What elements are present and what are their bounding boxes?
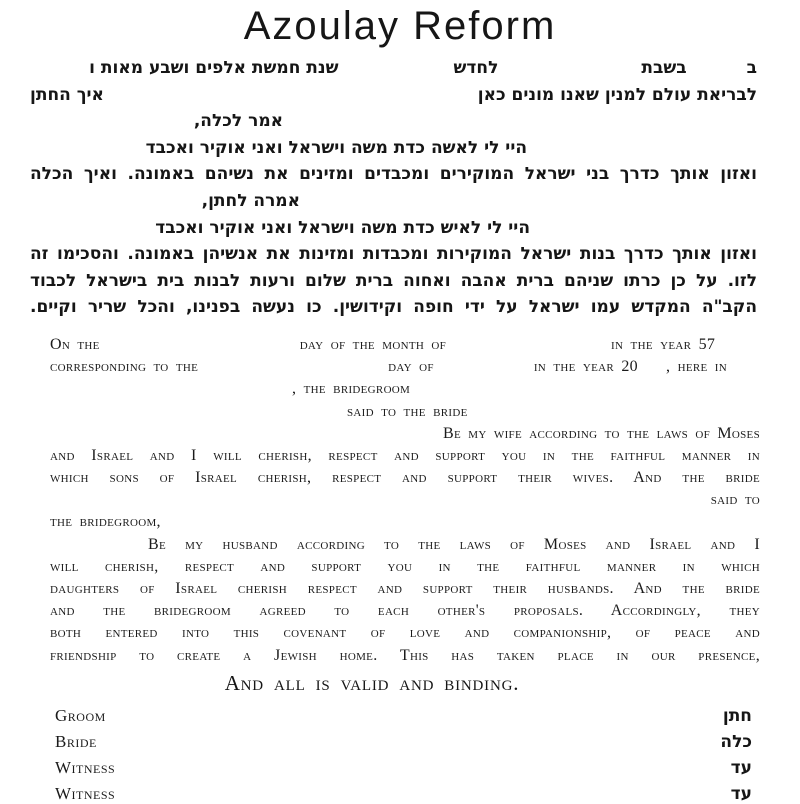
witness1-label: Witness <box>55 757 116 777</box>
fill-in-blank <box>100 348 300 349</box>
english-line-said-to-bride: said to the bride <box>347 402 468 420</box>
english-line-7: which sons of Israel cherish, respect and support their wives. And the bride <box>50 469 760 487</box>
fill-in-blank <box>498 72 641 73</box>
hebrew-month-word: לחדש <box>453 58 499 78</box>
hebrew-line-cherish-wives: ואזון אותך כדרך בני ישראל המוקירים ומכבדים ומזינים את נשיהם באמונה. ואיך הכלה <box>30 164 757 185</box>
witness2-hebrew-label: עד <box>730 783 752 804</box>
english-line-14: both entered into this covenant of love and companionship, of peace and <box>50 624 760 642</box>
groom-signature-row <box>55 707 752 725</box>
hebrew-creation-phrase: לבריאת עולם למנין שאנו מונים כאן <box>477 84 757 105</box>
bride-signature-row <box>55 733 752 751</box>
hebrew-line-cherish-husbands: ואזון אותך כדרך בנות ישראל המוקירות ומכבדות ומזינות את אנשיהן באמונה. והסכימו זה <box>30 244 757 265</box>
witness2-label: Witness <box>55 783 116 803</box>
witness1-signature-row <box>55 759 752 777</box>
english-line-be-my-husband: Be my husband according to the laws of Moses and Israel and I <box>148 535 760 553</box>
hebrew-year-phrase: שנת חמשת אלפים ושבע מאות ו <box>89 58 339 78</box>
hebrew-line-place <box>30 82 757 109</box>
fill-in-blank <box>198 370 388 371</box>
hebrew-line-covenant: לזו. על כן כרתו שניהם ברית אהבה ואחוה ברית שלום ורעות לבנות בית בישראל לכבוד <box>30 270 757 291</box>
witness2-signature-row <box>55 785 752 803</box>
fill-in-blank <box>638 370 666 371</box>
hebrew-line-said-to-bride: אמר לכלה, <box>193 111 283 132</box>
here-in-text: , here in <box>665 358 727 376</box>
ketubah-document <box>0 3 800 804</box>
english-line-bridegroom: , the bridegroom <box>292 380 411 398</box>
english-line-15: friendship to create a Jewish home. This has taken place in our presence, <box>50 646 760 664</box>
signature-block <box>0 707 800 803</box>
groom-hebrew-label: חתן <box>722 705 752 726</box>
hebrew-line-valid: הקב"ה המקדש עמו ישראל על ידי חופה וקידושין. כו נעשה בפנינו, והכל שריר וקיים. <box>30 297 757 318</box>
hebrew-week-word: בשבת <box>641 58 687 78</box>
english-line-date <box>50 334 760 356</box>
bride-hebrew-label: כלה <box>720 731 752 752</box>
hebrew-line-said-to-groom: אמרה לחתן, <box>201 190 300 211</box>
on-the-text: On the <box>50 335 100 353</box>
day-of-text: day of <box>388 358 434 376</box>
groom-label: Groom <box>55 705 106 725</box>
fill-in-blank <box>339 72 454 73</box>
english-line-be-my-wife: Be my wife according to the laws of Moses <box>442 424 760 442</box>
fill-in-blank <box>434 370 534 371</box>
bride-label: Bride <box>55 731 97 751</box>
english-line-11: will cherish, respect and support you in the faithful manner in which <box>50 557 760 575</box>
hebrew-groom-phrase: איך החתן <box>30 84 104 105</box>
hebrew-line-be-my-husband: היי לי לאיש כדת משה וישראל ואני אוקיר ואכבד <box>155 217 530 238</box>
english-line-the-bridegroom: the bridegroom, <box>50 513 161 531</box>
corresponding-text: corresponding to the <box>50 358 199 376</box>
year-57-text: in the year 57 <box>611 335 716 353</box>
english-line-6: and Israel and I will cherish, respect and support you in the faithful manner in <box>50 446 760 464</box>
closing-statement: And all is valid and binding. <box>224 670 520 695</box>
witness1-hebrew-label: עד <box>730 757 752 778</box>
day-of-month-text: day of the month of <box>299 335 447 353</box>
hebrew-line-date <box>30 55 757 82</box>
fill-in-blank <box>446 348 611 349</box>
english-text-block <box>0 334 800 667</box>
hebrew-text-block <box>0 55 800 321</box>
hebrew-day-letter: ב <box>746 58 757 78</box>
english-line-said-to: said to <box>710 491 760 509</box>
page-title: Azoulay Reform <box>243 4 557 48</box>
year-20-text: in the year 20 <box>533 358 638 376</box>
english-line-12: daughters of Israel cherish respect and support their husbands. And the bride <box>50 580 760 597</box>
english-line-13: and the bridegroom agreed to each other's proposals. Accordingly, they <box>50 602 760 620</box>
english-line-corresponding <box>50 356 760 378</box>
fill-in-blank <box>687 72 747 73</box>
hebrew-line-be-my-wife: היי לי לאשה כדת משה וישראל ואני אוקיר ואכבד <box>145 137 527 158</box>
